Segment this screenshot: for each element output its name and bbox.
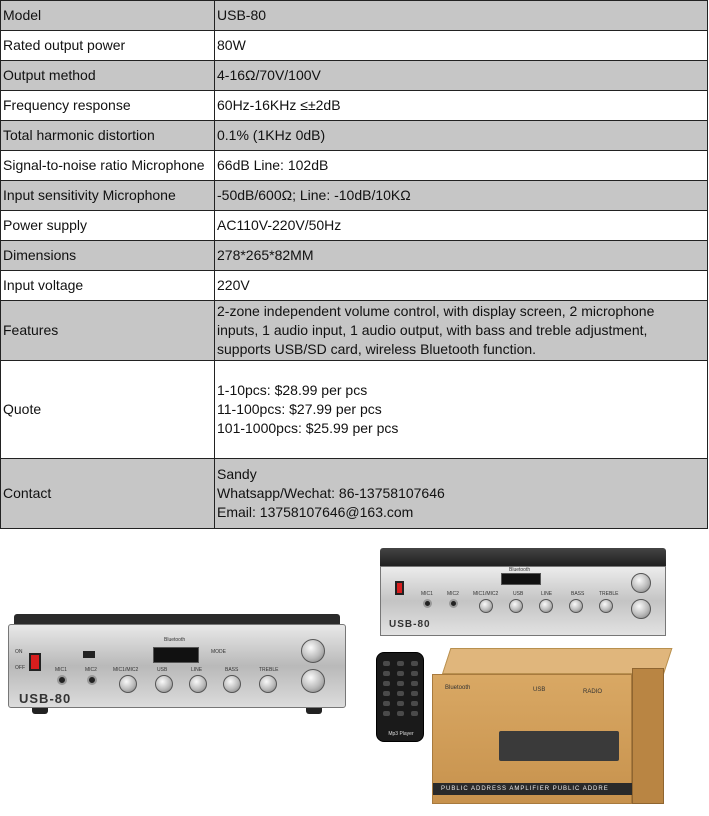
table-row — [1, 91, 708, 121]
spec-value-line: -50dB/600Ω; Line: -10dB/10KΩ — [217, 187, 411, 203]
amplifier-front-photo — [8, 614, 346, 714]
remote-button — [411, 691, 418, 696]
mic2-label: MIC2 — [447, 591, 459, 597]
spec-value-line: 220V — [217, 277, 250, 293]
spec-value-line: 11-100pcs: $27.99 per pcs — [217, 401, 382, 417]
spec-value-line: 0.1% (1KHz 0dB) — [217, 127, 326, 143]
spec-value-line: Email: 13758107646@163.com — [217, 504, 414, 520]
remote-button — [397, 681, 404, 686]
power-off-label: OFF — [15, 665, 25, 671]
table-row — [1, 211, 708, 241]
mic2-jack — [449, 599, 458, 608]
line-volume-knob — [189, 675, 207, 693]
bass-label: BASS — [571, 591, 585, 597]
box-bluetooth-label: Bluetooth — [445, 685, 471, 691]
remote-button — [397, 671, 404, 676]
usb-volume-label: USB — [157, 667, 168, 673]
amplifier-foot — [32, 708, 48, 714]
table-row — [1, 121, 708, 151]
amplifier-front-panel — [380, 566, 666, 636]
spec-label: Power supply — [1, 211, 215, 241]
remote-button — [411, 711, 418, 716]
spec-label: Frequency response — [1, 91, 215, 121]
mode-label: MODE — [211, 649, 226, 655]
packaging-box-photo — [432, 648, 664, 808]
display-screen — [153, 647, 199, 663]
bluetooth-label: Bluetooth — [164, 637, 186, 643]
remote-button — [411, 661, 418, 666]
usb-volume-knob — [509, 599, 523, 613]
bass-knob — [223, 675, 241, 693]
table-row — [1, 241, 708, 271]
spec-value — [215, 241, 708, 271]
table-row — [1, 151, 708, 181]
spec-label: Features — [1, 301, 215, 361]
power-switch — [395, 581, 404, 595]
line-volume-label: LINE — [541, 591, 553, 597]
spec-value-line: 4-16Ω/70V/100V — [217, 67, 321, 83]
remote-button — [383, 701, 390, 706]
amplifier-angled-photo — [380, 548, 666, 644]
mic1-label: MIC1 — [421, 591, 433, 597]
usb-volume-label: USB — [513, 591, 524, 597]
zone1-volume-knob — [301, 639, 325, 663]
usb-volume-knob — [155, 675, 173, 693]
spec-value-line: supports USB/SD card, wireless Bluetooth function. — [217, 341, 537, 357]
spec-value — [215, 301, 708, 361]
spec-label: Dimensions — [1, 241, 215, 271]
spec-label: Model — [1, 1, 215, 31]
mic-volume-knob — [479, 599, 493, 613]
amplifier-model-label: USB-80 — [19, 691, 72, 706]
box-front — [432, 674, 632, 804]
mic-volume-label: MIC1/MIC2 — [473, 591, 499, 597]
remote-button — [397, 661, 404, 666]
spec-value — [215, 1, 708, 31]
table-row — [1, 31, 708, 61]
box-band-text: PUBLIC ADDRESS AMPLIFIER PUBLIC ADDRE — [433, 783, 633, 795]
power-on-label: ON — [15, 649, 23, 655]
bass-label: BASS — [225, 667, 239, 673]
remote-button — [411, 671, 418, 676]
remote-button — [397, 691, 404, 696]
remote-button — [383, 691, 390, 696]
spec-value-line: Whatsapp/Wechat: 86-13758107646 — [217, 485, 445, 501]
remote-button — [383, 661, 390, 666]
mic2-label: MIC2 — [85, 667, 97, 673]
spec-value — [215, 181, 708, 211]
remote-button — [397, 701, 404, 706]
zone2-volume-knob — [631, 599, 651, 619]
table-row — [1, 459, 708, 529]
spec-label: Output method — [1, 61, 215, 91]
table-row — [1, 181, 708, 211]
spec-label: Rated output power — [1, 31, 215, 61]
spec-value — [215, 361, 708, 459]
remote-label: Mp3 Player — [388, 731, 414, 737]
power-switch — [29, 653, 41, 671]
line-volume-label: LINE — [191, 667, 203, 673]
zone2-volume-knob — [301, 669, 325, 693]
line-volume-knob — [539, 599, 553, 613]
table-row — [1, 1, 708, 31]
spec-value-line: 80W — [217, 37, 246, 53]
remote-button — [383, 681, 390, 686]
spec-value-line: inputs, 1 audio input, 1 audio output, with bass and treble adjustment, — [217, 322, 648, 338]
remote-button — [411, 681, 418, 686]
spec-value-line: 60Hz-16KHz ≤±2dB — [217, 97, 341, 113]
remote-button — [411, 701, 418, 706]
amplifier-foot — [306, 708, 322, 714]
spec-label: Contact — [1, 459, 215, 529]
spec-value-line: 278*265*82MM — [217, 247, 314, 263]
amplifier-model-label: USB-80 — [389, 619, 431, 630]
mic2-jack — [87, 675, 97, 685]
spec-label: Quote — [1, 361, 215, 459]
box-radio-label: RADIO — [583, 689, 603, 695]
spec-label: Input sensitivity Microphone — [1, 181, 215, 211]
amplifier-front-panel — [8, 624, 346, 708]
bluetooth-label: Bluetooth — [509, 567, 531, 573]
spec-value — [215, 61, 708, 91]
table-row — [1, 271, 708, 301]
table-row — [1, 301, 708, 361]
spec-value-line: 66dB Line: 102dB — [217, 157, 329, 173]
amplifier-case-top — [380, 548, 666, 568]
spec-value — [215, 271, 708, 301]
spec-value-line: USB-80 — [217, 7, 267, 23]
box-printed-panel — [499, 731, 619, 761]
usb-port — [83, 651, 95, 658]
treble-label: TREBLE — [259, 667, 279, 673]
mic-volume-label: MIC1/MIC2 — [113, 667, 139, 673]
remote-button — [383, 671, 390, 676]
spec-label: Signal-to-noise ratio Microphone — [1, 151, 215, 181]
mic-volume-knob — [119, 675, 137, 693]
spec-label: Input voltage — [1, 271, 215, 301]
mic1-jack — [57, 675, 67, 685]
spec-value — [215, 91, 708, 121]
zone1-volume-knob — [631, 573, 651, 593]
spec-value — [215, 31, 708, 61]
box-usb-label: USB — [533, 687, 546, 693]
spec-value — [215, 121, 708, 151]
table-row — [1, 361, 708, 459]
spec-value-line: 1-10pcs: $28.99 per pcs — [217, 382, 368, 398]
remote-control-photo — [376, 652, 424, 742]
spec-value-line: 101-1000pcs: $25.99 per pcs — [217, 420, 399, 436]
spec-value-line: Sandy — [217, 466, 257, 482]
treble-knob — [259, 675, 277, 693]
table-row — [1, 61, 708, 91]
treble-knob — [599, 599, 613, 613]
remote-button — [397, 711, 404, 716]
bass-knob — [569, 599, 583, 613]
box-side — [632, 668, 664, 804]
spec-value-line: AC110V-220V/50Hz — [217, 217, 342, 233]
spec-value — [215, 459, 708, 529]
spec-label: Total harmonic distortion — [1, 121, 215, 151]
mic1-jack — [423, 599, 432, 608]
mic1-label: MIC1 — [55, 667, 67, 673]
product-photos — [0, 530, 709, 816]
spec-value-line: 2-zone independent volume control, with display screen, 2 microphone — [217, 303, 655, 319]
remote-button — [383, 711, 390, 716]
spec-value — [215, 211, 708, 241]
display-screen — [501, 573, 541, 585]
spec-value — [215, 151, 708, 181]
treble-label: TREBLE — [599, 591, 619, 597]
